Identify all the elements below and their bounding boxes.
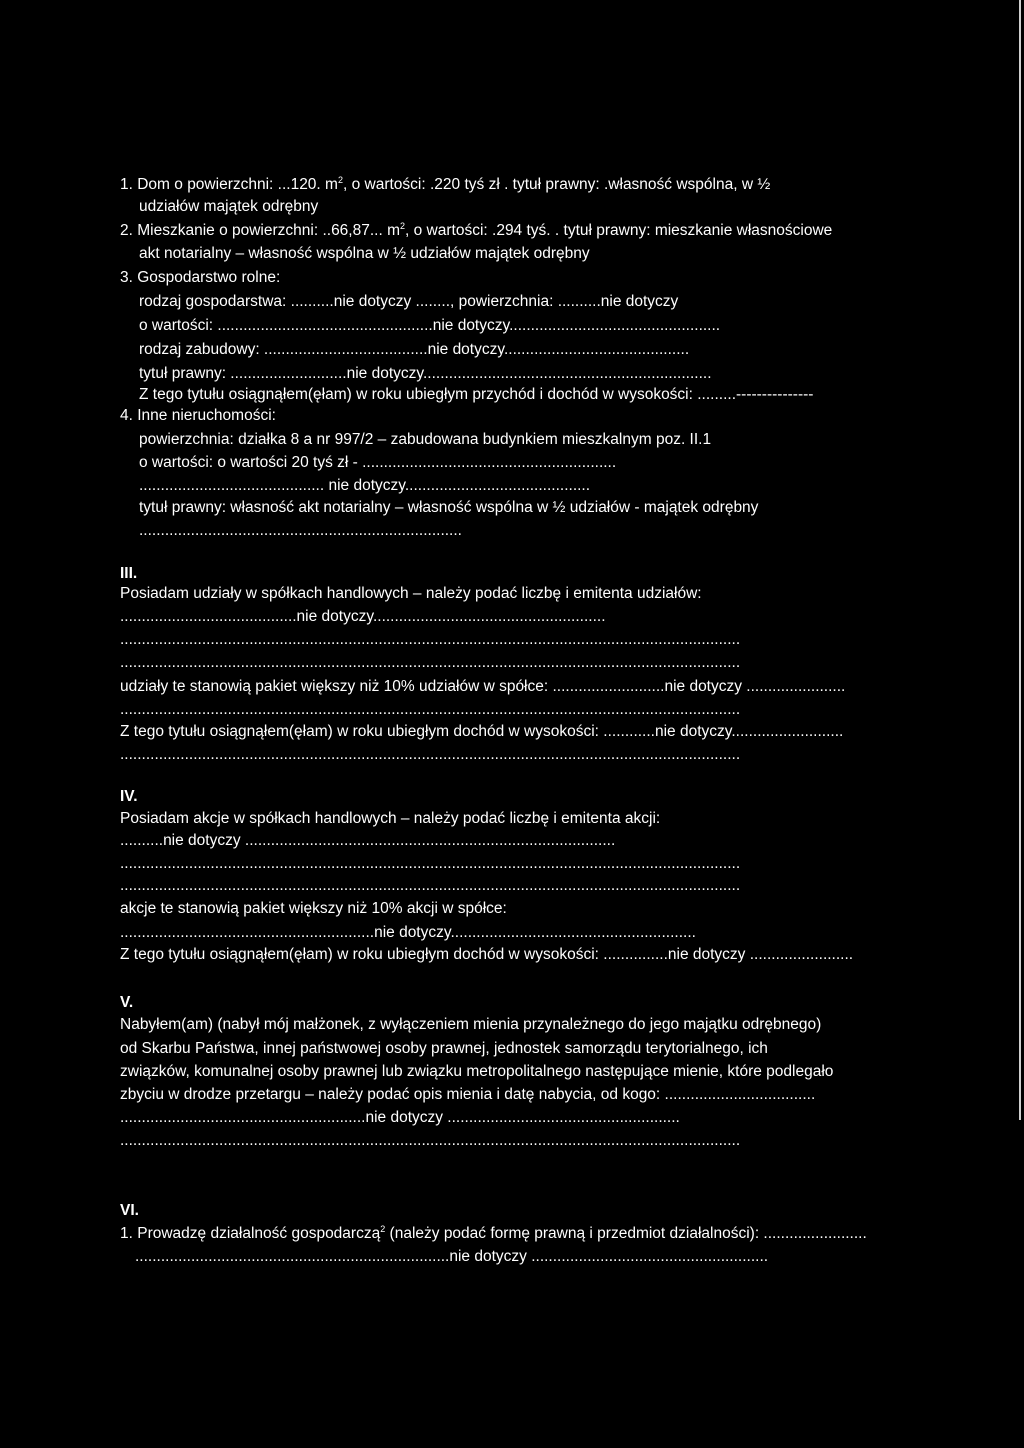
business-not-applicable: .........................................................................nie dotyczy .......................................................: [135, 1248, 769, 1265]
other-property-title: 4. Inne nieruchomości:: [120, 407, 276, 424]
farm-title: 3. Gospodarstwo rolne:: [120, 269, 281, 286]
section-v-heading: V.: [120, 994, 134, 1011]
dotted-line: ................................................................................................................................................: [120, 855, 741, 872]
farm-buildings: rodzaj zabudowy: ......................................nie dotyczy...........................................: [139, 341, 690, 358]
section-iii-heading: III.: [120, 565, 138, 582]
shares-packet-line: udziały te stanowią pakiet większy niż 10% udziałów w spółce: ..........................nie dotyczy .......................: [120, 678, 846, 695]
property-flat-line: 2. Mieszkanie o powierzchni: ..66,87... $m^2$, o wartości: .294 tyś. . tytuł prawny: mieszkanie własnościowe: [120, 221, 833, 239]
dotted-line: ................................................................................................................................................: [120, 746, 741, 763]
other-property-legal-title: tytuł prawny: własność akt notarialny – własność wspólna w ½ udziałów - majątek odrębny: [139, 499, 759, 516]
dotted-line: ................................................................................................................................................: [120, 877, 741, 894]
property-house-line-2: udziałów majątek odrębny: [139, 198, 319, 215]
acquired-line-2: od Skarbu Państwa, innej państwowej osoby prawnej, jednostek samorządu terytorialnego, ich: [120, 1040, 768, 1057]
superscript: 2: [400, 221, 406, 231]
other-property-dots: ...........................................................................: [139, 522, 462, 539]
other-property-area: powierzchnia: działka 8 a nr 997/2 – zabudowana budynkiem mieszkalnym poz. II.1: [139, 431, 712, 448]
business-line: 1. Prowadzę działalność gospodarczą$^2$ (należy podać formę prawną i przedmiot działalności): ........................: [120, 1224, 867, 1242]
shares-line: Posiadam udziały w spółkach handlowych – należy podać liczbę i emitenta udziałów:: [120, 585, 702, 602]
shares-income-line: Z tego tytułu osiągnąłem(ęłam) w roku ubiegłym dochód w wysokości: ............nie dotyczy..........................: [120, 723, 844, 740]
farm-value: o wartości: ..................................................nie dotyczy.................................................: [139, 317, 721, 334]
dotted-line: ................................................................................................................................................: [120, 631, 741, 648]
farm-legal-title: tytuł prawny: ...........................nie dotyczy...................................................................: [139, 365, 712, 382]
section-vi-heading: VI.: [120, 1202, 139, 1219]
section-iv-heading: IV.: [120, 788, 138, 805]
acquired-not-applicable: .........................................................nie dotyczy ......................................................: [120, 1109, 680, 1126]
other-property-value: o wartości: o wartości 20 tyś zł - ...........................................................: [139, 454, 617, 471]
property-house-line: 1. Dom o powierzchni: ...120. $m^2$, o wartości: .220 tyś zł . tytuł prawny: .własność wspólna, w ½: [120, 175, 771, 193]
acquired-line-1: Nabyłem(am) (nabył mój małżonek, z wyłączeniem mienia przynależnego do jego majątku odrębnego): [120, 1016, 822, 1033]
property-flat-line-2: akt notarialny – własność wspólna w ½ udziałów majątek odrębny: [139, 245, 590, 262]
superscript: 2: [380, 1224, 386, 1234]
stocks-packet-not-applicable: ...........................................................nie dotyczy.........................................................: [120, 924, 696, 941]
stocks-packet-line: akcje te stanowią pakiet większy niż 10% akcji w spółce:: [120, 900, 507, 917]
farm-income: Z tego tytułu osiągnąłem(ęłam) w roku ubiegłym przychód i dochód w wysokości: .........---------------: [139, 386, 814, 403]
stocks-line: Posiadam akcje w spółkach handlowych – należy podać liczbę i emitenta akcji:: [120, 810, 661, 827]
superscript: 2: [337, 175, 343, 185]
dotted-line: ................................................................................................................................................: [120, 701, 741, 718]
acquired-line-3: związków, komunalnej osoby prawnej lub związku metropolitalnego następujące mienie, które podlegało: [120, 1063, 834, 1080]
stocks-not-applicable: ..........nie dotyczy ......................................................................................: [120, 832, 616, 849]
shares-not-applicable: .........................................nie dotyczy......................................................: [120, 608, 606, 625]
dotted-line: ................................................................................................................................................: [120, 654, 741, 671]
farm-type: rodzaj gospodarstwa: ..........nie dotyczy ........, powierzchnia: ..........nie dotyczy: [139, 293, 679, 310]
dotted-line: ................................................................................................................................................: [120, 1132, 741, 1149]
other-property-not-applicable: ........................................... nie dotyczy...........................................: [139, 477, 591, 494]
stocks-income-line: Z tego tytułu osiągnąłem(ęłam) w roku ubiegłym dochód w wysokości: ...............nie dotyczy ........................: [120, 946, 854, 963]
acquired-line-4: zbyciu w drodze przetargu – należy podać opis mienia i datę nabycia, od kogo: ...................................: [120, 1086, 816, 1103]
